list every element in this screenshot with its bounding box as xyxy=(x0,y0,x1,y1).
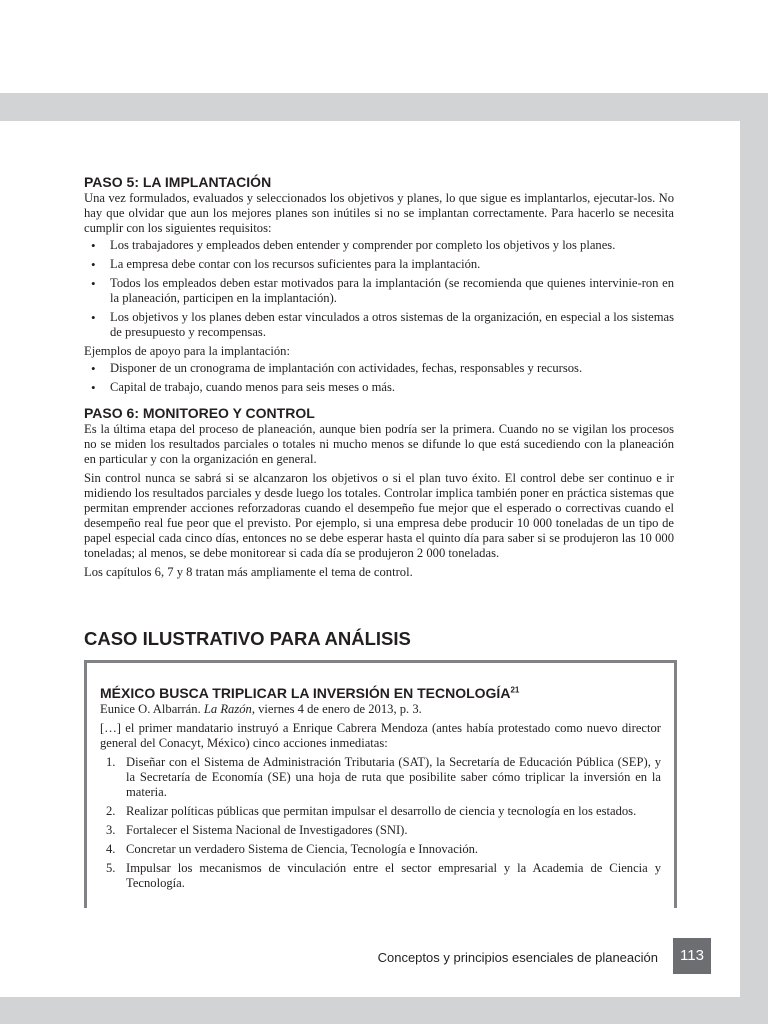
item-number: 5. xyxy=(106,861,116,875)
list-item: • Capital de trabajo, cuando menos para seis meses o más. xyxy=(110,380,674,395)
source-date: , viernes 4 de enero de 2013, p. 3. xyxy=(251,702,422,716)
item-number: 4. xyxy=(106,842,116,856)
right-gray-band xyxy=(740,93,768,1024)
box-title-text: MÉXICO BUSCA TRIPLICAR LA INVERSIÓN EN TECNOLOGÍA xyxy=(100,685,511,701)
caso-intro: […] el primer mandatario instruyó a Enrique Cabrera Mendoza (antes había protestado como nuevo director general del Conacyt, México) cinco acciones inmediatas: xyxy=(100,721,661,750)
caso-box xyxy=(84,660,677,908)
item-text: Impulsar los mecanismos de vinculación entre el sector empresarial y la Academia de Ciencia y Tecnología. xyxy=(126,861,661,890)
caso-heading: CASO ILUSTRATIVO PARA ANÁLISIS xyxy=(84,628,411,649)
list-item xyxy=(106,755,661,800)
paso5-intro: Una vez formulados, evaluados y seleccionados los objetivos y planes, lo que sigue es implantarlos, ejecutar-los. No hay que olvidar que aun los mejores planes son inútiles si no se implantan correctamente. Para hacerlo se necesita cumplir con los siguientes requisitos: xyxy=(84,191,674,235)
list-item: • Disponer de un cronograma de implantación con actividades, fechas, responsables y recursos. xyxy=(110,361,674,376)
bottom-gray-band xyxy=(0,997,768,1024)
top-gray-band xyxy=(0,93,768,121)
running-title: Conceptos y principios esenciales de planeación xyxy=(377,950,658,965)
list-item xyxy=(106,842,661,857)
paso6-heading: PASO 6: MONITOREO Y CONTROL xyxy=(84,405,315,421)
list-item xyxy=(106,804,661,819)
source-publication: La Razón xyxy=(203,702,252,716)
ejemplos-intro: Ejemplos de apoyo para la implantación: xyxy=(84,344,290,358)
list-item xyxy=(106,861,661,891)
main-text xyxy=(84,174,674,580)
acciones-list xyxy=(100,755,661,891)
source-line xyxy=(100,702,661,717)
item-number: 1. xyxy=(106,755,116,769)
requisitos-list xyxy=(84,238,674,340)
list-item: • Los objetivos y los planes deben estar vinculados a otros sistemas de la organización, en especial a los sistemas de presupuesto y recompensas. xyxy=(110,310,674,340)
item-text: Diseñar con el Sistema de Administración Tributaria (SAT), la Secretaría de Educación Pública (SEP), y la Secretaría de Economía (SE) una hoja de ruta que posibilite saber cómo triplicar la inversión en la materia. xyxy=(126,755,661,799)
ejemplos-list xyxy=(84,361,674,395)
item-text: Fortalecer el Sistema Nacional de Investigadores (SNI). xyxy=(126,823,408,837)
box-title xyxy=(100,685,661,702)
list-item: • Los trabajadores y empleados deben entender y comprender por completo los objetivos y los planes. xyxy=(110,238,674,253)
paso6-paragraph-3: Los capítulos 6, 7 y 8 tratan más ampliamente el tema de control. xyxy=(84,565,413,579)
list-item xyxy=(106,823,661,838)
item-text: Concretar un verdadero Sistema de Ciencia, Tecnología e Innovación. xyxy=(126,842,479,856)
list-item: • Todos los empleados deben estar motivados para la implantación (se recomienda que quienes intervinie-ron en la planeación, participen en la implantación). xyxy=(110,276,674,306)
page-number: 113 xyxy=(673,938,711,974)
source-author: Eunice O. Albarrán. xyxy=(100,702,201,716)
item-number: 2. xyxy=(106,804,116,818)
paso5-heading: PASO 5: LA IMPLANTACIÓN xyxy=(84,174,272,190)
list-item: • La empresa debe contar con los recursos suficientes para la implantación. xyxy=(110,257,674,272)
paso6-paragraph-1: Es la última etapa del proceso de planeación, aunque bien podría ser la primera. Cuando no se vigilan los procesos no se miden los resultados parciales o totales ni mucho menos se difunde lo que está sucediendo con la planeación en particular y con la organización en general. xyxy=(84,422,674,466)
footnote-ref: 21 xyxy=(510,685,520,695)
item-number: 3. xyxy=(106,823,116,837)
item-text: Realizar políticas públicas que permitan impulsar el desarrollo de ciencia y tecnología en los estados. xyxy=(126,804,637,818)
paso6-paragraph-2: Sin control nunca se sabrá si se alcanzaron los objetivos o si el plan tuvo éxito. El control debe ser continuo e ir midiendo los resultados parciales y desde luego los totales. Controlar implica también poner en práctica sistemas que permitan emprender acciones reforzadoras cuando el desempeño fue mejor que el esperado o correctivas cuando el desempeño real fue peor que el previsto. Por ejemplo, si una empresa debe producir 10 000 toneladas de un tipo de papel especial cada cinco días, entonces no se debe esperar hasta el quinto día para saber si se produjeron las 10 000 toneladas; al menos, se debe monitorear si cada día se produjeron 2 000 toneladas. xyxy=(84,471,674,560)
